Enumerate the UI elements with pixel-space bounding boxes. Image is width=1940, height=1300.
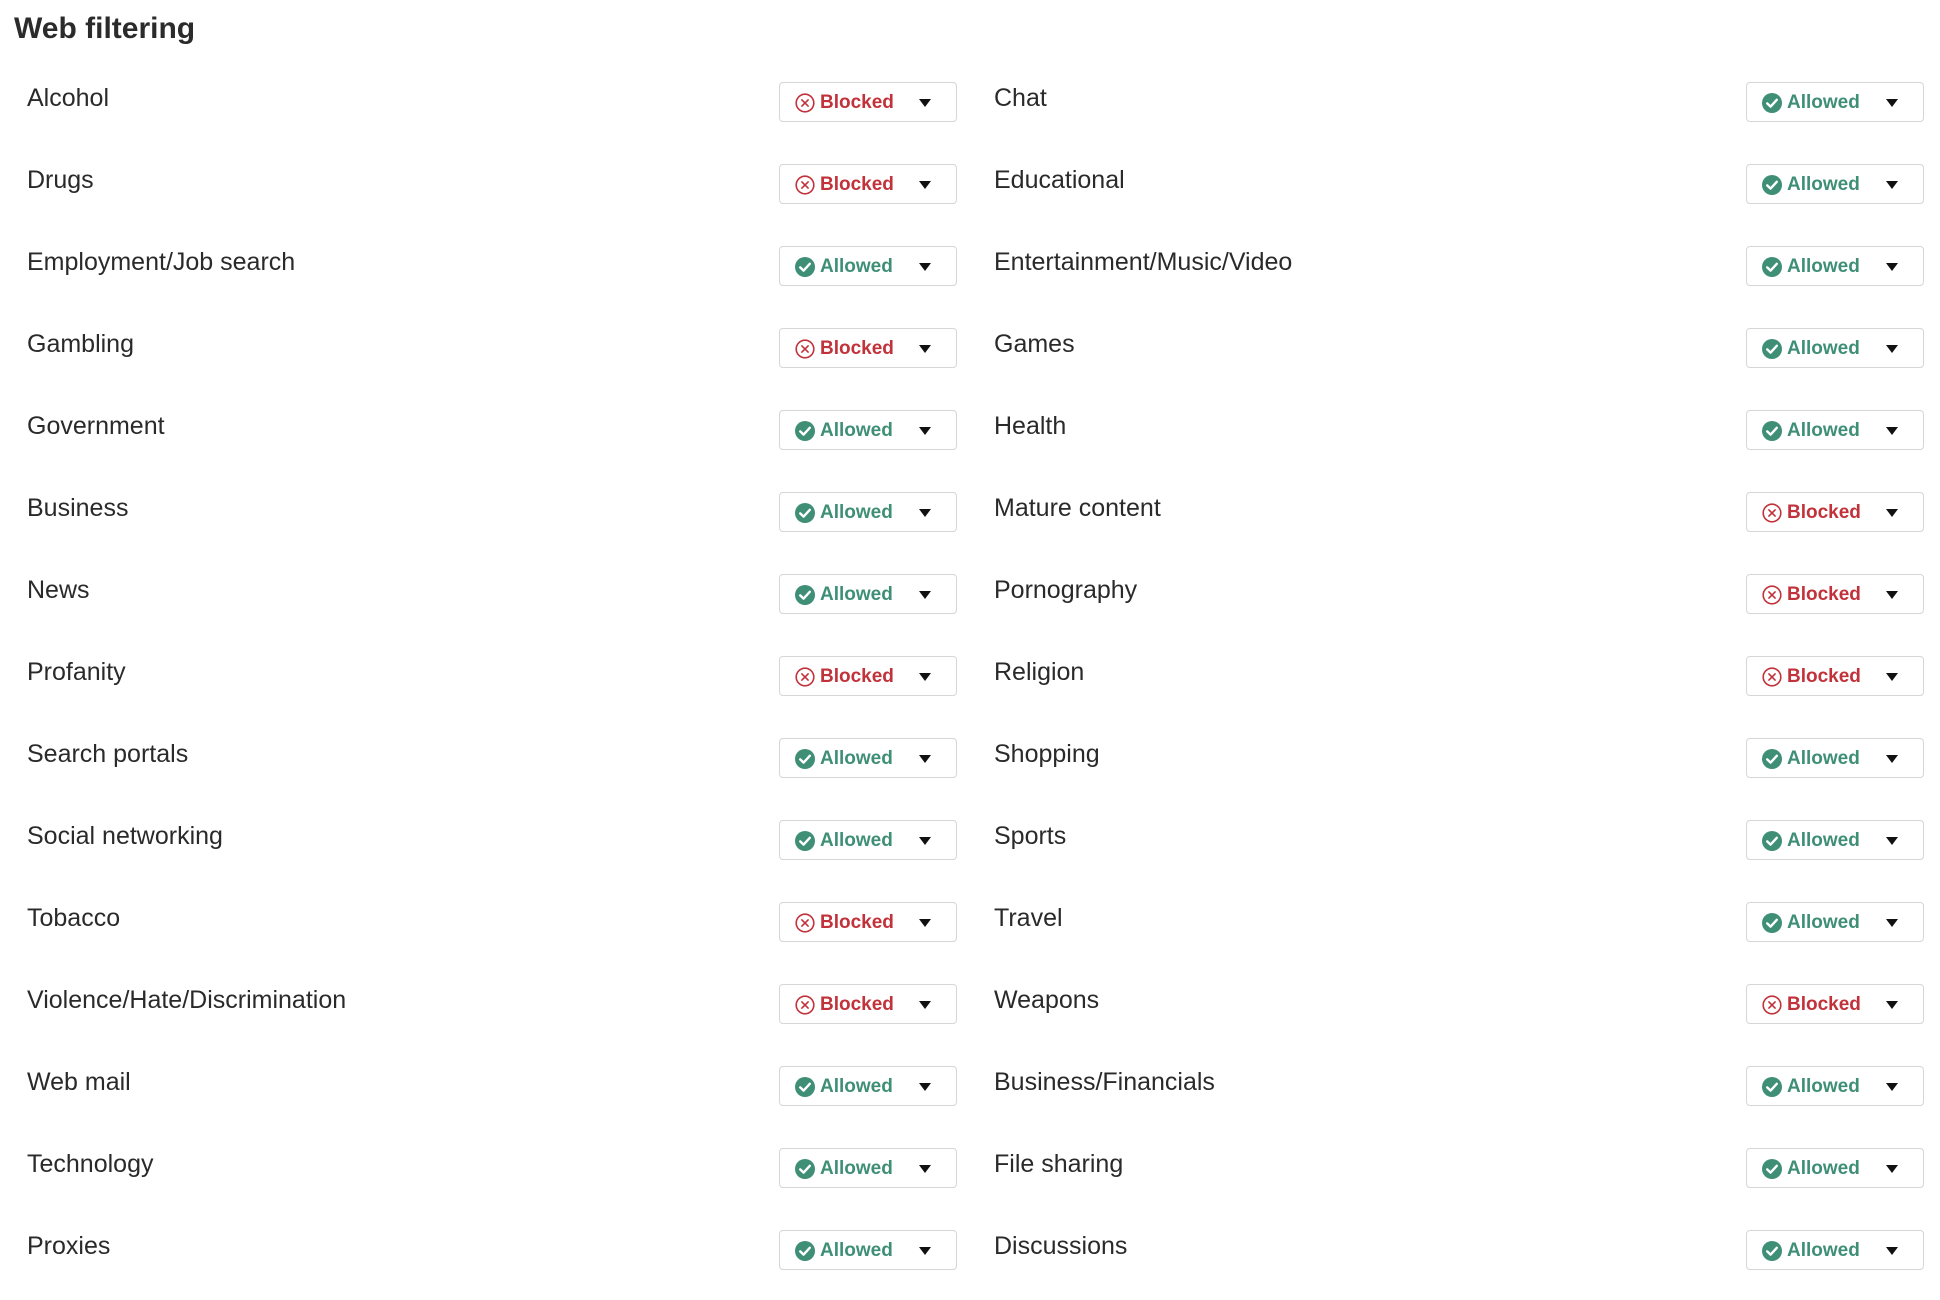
category-row-business xyxy=(27,480,957,562)
caret-down-icon xyxy=(1886,755,1898,763)
x-circle-icon xyxy=(795,913,815,933)
check-circle-icon xyxy=(1762,175,1782,195)
check-circle-icon xyxy=(795,1077,815,1097)
category-row-religion xyxy=(994,644,1924,726)
category-label: Business xyxy=(27,494,129,522)
status-dropdown-profanity[interactable] xyxy=(779,656,957,696)
status-dropdown-drugs[interactable] xyxy=(779,164,957,204)
category-label: Entertainment/Music/Video xyxy=(994,248,1293,276)
caret-down-icon xyxy=(1886,345,1898,353)
status-dropdown-employment-job-search[interactable] xyxy=(779,246,957,286)
caret-down-icon xyxy=(919,263,931,271)
category-row-entertainment-music-video xyxy=(994,234,1924,316)
check-circle-icon xyxy=(795,257,815,277)
status-dropdown-alcohol[interactable] xyxy=(779,82,957,122)
caret-down-icon xyxy=(1886,673,1898,681)
category-label: Sports xyxy=(994,822,1067,850)
status-dropdown-business[interactable] xyxy=(779,492,957,532)
check-circle-icon xyxy=(1762,1077,1782,1097)
caret-down-icon xyxy=(1886,1247,1898,1255)
x-circle-icon xyxy=(1762,667,1782,687)
status-dropdown-file-sharing[interactable] xyxy=(1746,1148,1924,1188)
status-text: Allowed xyxy=(1787,748,1860,769)
check-circle-icon xyxy=(795,503,815,523)
caret-down-icon xyxy=(919,919,931,927)
status-dropdown-government[interactable] xyxy=(779,410,957,450)
page-title: Web filtering xyxy=(14,12,196,45)
check-circle-icon xyxy=(1762,831,1782,851)
status-dropdown-technology[interactable] xyxy=(779,1148,957,1188)
status-text: Allowed xyxy=(820,748,893,769)
category-label: Gambling xyxy=(27,330,134,358)
x-circle-icon xyxy=(795,175,815,195)
category-label: Profanity xyxy=(27,658,126,686)
category-label: Educational xyxy=(994,166,1125,194)
check-circle-icon xyxy=(1762,1241,1782,1261)
check-circle-icon xyxy=(795,585,815,605)
status-text: Allowed xyxy=(820,420,893,441)
status-dropdown-search-portals[interactable] xyxy=(779,738,957,778)
category-row-technology xyxy=(27,1136,957,1218)
status-dropdown-chat[interactable] xyxy=(1746,82,1924,122)
left-category-column xyxy=(27,70,957,1300)
status-text: Blocked xyxy=(1787,502,1861,523)
category-row-sports xyxy=(994,808,1924,890)
category-row-travel xyxy=(994,890,1924,972)
status-dropdown-mature-content[interactable] xyxy=(1746,492,1924,532)
category-label: Tobacco xyxy=(27,904,121,932)
category-label: News xyxy=(27,576,90,604)
x-circle-icon xyxy=(795,995,815,1015)
category-label: Drugs xyxy=(27,166,94,194)
category-row-proxies xyxy=(27,1218,957,1300)
status-text: Allowed xyxy=(1787,174,1860,195)
status-text: Blocked xyxy=(1787,994,1861,1015)
category-row-violence-hate-discrimination xyxy=(27,972,957,1054)
caret-down-icon xyxy=(1886,181,1898,189)
status-dropdown-discussions[interactable] xyxy=(1746,1230,1924,1270)
status-dropdown-tobacco[interactable] xyxy=(779,902,957,942)
category-row-file-sharing xyxy=(994,1136,1924,1218)
status-text: Blocked xyxy=(820,666,894,687)
status-dropdown-news[interactable] xyxy=(779,574,957,614)
category-row-chat xyxy=(994,70,1924,152)
category-label: Search portals xyxy=(27,740,189,768)
status-text: Allowed xyxy=(820,584,893,605)
status-text: Blocked xyxy=(820,174,894,195)
caret-down-icon xyxy=(919,99,931,107)
category-label: Web mail xyxy=(27,1068,131,1096)
category-label: Religion xyxy=(994,658,1085,686)
check-circle-icon xyxy=(1762,257,1782,277)
category-row-government xyxy=(27,398,957,480)
x-circle-icon xyxy=(795,667,815,687)
status-dropdown-violence-hate-discrimination[interactable] xyxy=(779,984,957,1024)
category-row-gambling xyxy=(27,316,957,398)
check-circle-icon xyxy=(795,831,815,851)
caret-down-icon xyxy=(1886,591,1898,599)
category-label: Business/Financials xyxy=(994,1068,1215,1096)
category-row-mature-content xyxy=(994,480,1924,562)
category-label: Technology xyxy=(27,1150,154,1178)
check-circle-icon xyxy=(795,1241,815,1261)
check-circle-icon xyxy=(1762,93,1782,113)
status-text: Allowed xyxy=(1787,1240,1860,1261)
category-row-drugs xyxy=(27,152,957,234)
caret-down-icon xyxy=(1886,509,1898,517)
x-circle-icon xyxy=(1762,995,1782,1015)
status-text: Allowed xyxy=(820,1240,893,1261)
caret-down-icon xyxy=(1886,1165,1898,1173)
status-dropdown-health[interactable] xyxy=(1746,410,1924,450)
status-text: Allowed xyxy=(1787,830,1860,851)
status-text: Allowed xyxy=(820,1076,893,1097)
category-row-discussions xyxy=(994,1218,1924,1300)
category-row-news xyxy=(27,562,957,644)
caret-down-icon xyxy=(919,673,931,681)
check-circle-icon xyxy=(1762,339,1782,359)
category-row-social-networking xyxy=(27,808,957,890)
caret-down-icon xyxy=(1886,919,1898,927)
x-circle-icon xyxy=(1762,503,1782,523)
status-text: Blocked xyxy=(820,92,894,113)
check-circle-icon xyxy=(795,1159,815,1179)
category-label: Games xyxy=(994,330,1075,358)
status-text: Allowed xyxy=(1787,912,1860,933)
status-text: Allowed xyxy=(1787,92,1860,113)
status-text: Allowed xyxy=(1787,1158,1860,1179)
caret-down-icon xyxy=(919,1001,931,1009)
status-text: Allowed xyxy=(1787,420,1860,441)
status-text: Allowed xyxy=(1787,338,1860,359)
status-dropdown-educational[interactable] xyxy=(1746,164,1924,204)
status-text: Blocked xyxy=(1787,666,1861,687)
caret-down-icon xyxy=(919,181,931,189)
check-circle-icon xyxy=(795,421,815,441)
category-label: Proxies xyxy=(27,1232,111,1260)
category-label: Alcohol xyxy=(27,84,109,112)
check-circle-icon xyxy=(1762,913,1782,933)
category-label: Pornography xyxy=(994,576,1138,604)
status-dropdown-gambling[interactable] xyxy=(779,328,957,368)
check-circle-icon xyxy=(1762,749,1782,769)
status-text: Allowed xyxy=(820,502,893,523)
caret-down-icon xyxy=(1886,427,1898,435)
right-category-column xyxy=(994,70,1924,1300)
category-label: Government xyxy=(27,412,165,440)
caret-down-icon xyxy=(919,755,931,763)
status-dropdown-travel[interactable] xyxy=(1746,902,1924,942)
status-dropdown-entertainment-music-video[interactable] xyxy=(1746,246,1924,286)
status-text: Allowed xyxy=(1787,1076,1860,1097)
category-label: Shopping xyxy=(994,740,1100,768)
caret-down-icon xyxy=(1886,837,1898,845)
category-label: Weapons xyxy=(994,986,1100,1014)
x-circle-icon xyxy=(795,93,815,113)
category-label: Social networking xyxy=(27,822,223,850)
category-label: Employment/Job search xyxy=(27,248,296,276)
status-dropdown-weapons[interactable] xyxy=(1746,984,1924,1024)
category-row-games xyxy=(994,316,1924,398)
category-label: Violence/Hate/Discrimination xyxy=(27,986,347,1014)
caret-down-icon xyxy=(919,591,931,599)
caret-down-icon xyxy=(919,509,931,517)
caret-down-icon xyxy=(919,345,931,353)
status-dropdown-web-mail[interactable] xyxy=(779,1066,957,1106)
category-label: Health xyxy=(994,412,1067,440)
status-text: Blocked xyxy=(820,912,894,933)
category-row-search-portals xyxy=(27,726,957,808)
caret-down-icon xyxy=(919,1083,931,1091)
check-circle-icon xyxy=(1762,1159,1782,1179)
status-dropdown-games[interactable] xyxy=(1746,328,1924,368)
category-row-educational xyxy=(994,152,1924,234)
status-text: Allowed xyxy=(820,256,893,277)
status-dropdown-sports[interactable] xyxy=(1746,820,1924,860)
status-dropdown-pornography[interactable] xyxy=(1746,574,1924,614)
check-circle-icon xyxy=(795,749,815,769)
caret-down-icon xyxy=(919,837,931,845)
category-label: Chat xyxy=(994,84,1047,112)
category-row-pornography xyxy=(994,562,1924,644)
category-label: Mature content xyxy=(994,494,1161,522)
status-text: Allowed xyxy=(820,830,893,851)
category-label: File sharing xyxy=(994,1150,1124,1178)
category-row-web-mail xyxy=(27,1054,957,1136)
caret-down-icon xyxy=(1886,1001,1898,1009)
status-dropdown-religion[interactable] xyxy=(1746,656,1924,696)
check-circle-icon xyxy=(1762,421,1782,441)
category-row-alcohol xyxy=(27,70,957,152)
status-dropdown-shopping[interactable] xyxy=(1746,738,1924,778)
category-row-business-financials xyxy=(994,1054,1924,1136)
x-circle-icon xyxy=(1762,585,1782,605)
status-dropdown-social-networking[interactable] xyxy=(779,820,957,860)
category-row-health xyxy=(994,398,1924,480)
status-text: Blocked xyxy=(820,338,894,359)
status-dropdown-business-financials[interactable] xyxy=(1746,1066,1924,1106)
caret-down-icon xyxy=(1886,99,1898,107)
caret-down-icon xyxy=(919,1165,931,1173)
x-circle-icon xyxy=(795,339,815,359)
category-row-employment-job-search xyxy=(27,234,957,316)
category-row-tobacco xyxy=(27,890,957,972)
status-text: Blocked xyxy=(1787,584,1861,605)
status-dropdown-proxies[interactable] xyxy=(779,1230,957,1270)
caret-down-icon xyxy=(1886,1083,1898,1091)
status-text: Blocked xyxy=(820,994,894,1015)
caret-down-icon xyxy=(919,427,931,435)
caret-down-icon xyxy=(1886,263,1898,271)
status-text: Allowed xyxy=(820,1158,893,1179)
category-row-weapons xyxy=(994,972,1924,1054)
status-text: Allowed xyxy=(1787,256,1860,277)
category-label: Travel xyxy=(994,904,1063,932)
caret-down-icon xyxy=(919,1247,931,1255)
category-label: Discussions xyxy=(994,1232,1128,1260)
category-row-profanity xyxy=(27,644,957,726)
category-row-shopping xyxy=(994,726,1924,808)
